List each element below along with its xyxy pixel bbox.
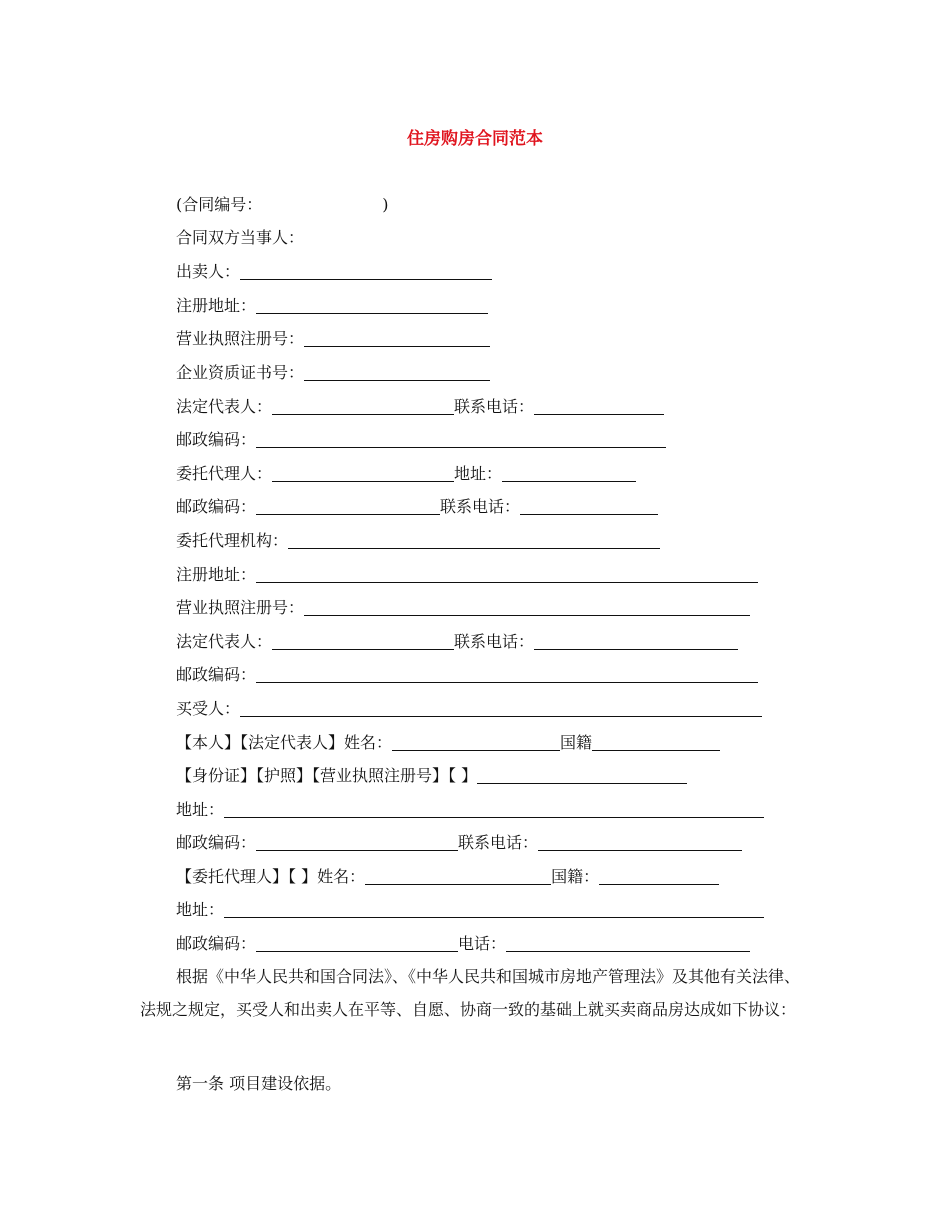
buyer-name-line (176, 731, 720, 755)
agency-postcode-label: 邮政编码： (176, 665, 257, 684)
agency-representative-field[interactable] (272, 634, 454, 650)
buyer-agent-postcode-label: 邮政编码： (176, 934, 257, 953)
buyer-address-field[interactable] (224, 802, 764, 818)
seller-phone-field[interactable] (534, 399, 664, 415)
buyer-nationality-field[interactable] (592, 735, 720, 751)
document-title: 住房购房合同范本 (407, 129, 543, 149)
buyer-label: 买受人： (176, 699, 241, 718)
buyer-phone-label: 联系电话： (458, 833, 539, 852)
agency-address-label: 注册地址： (176, 565, 257, 584)
parties-heading (176, 226, 304, 250)
buyer-address-line (176, 798, 764, 822)
seller-qualification-label: 企业资质证书号： (176, 363, 305, 382)
seller-representative-label: 法定代表人： (176, 397, 273, 416)
seller-address-line (176, 294, 488, 318)
buyer-agent-address-line (176, 898, 764, 922)
seller-agent-postcode-label: 邮政编码： (176, 497, 257, 516)
buyer-address-label: 地址： (176, 800, 225, 819)
seller-agent-address-field[interactable] (502, 466, 636, 482)
seller-license-field[interactable] (304, 331, 490, 347)
agency-license-line (176, 596, 750, 620)
agency-line (176, 529, 660, 553)
seller-agent-phone-field[interactable] (520, 499, 658, 515)
seller-qualification-field[interactable] (304, 365, 490, 381)
seller-phone-label: 联系电话： (454, 397, 535, 416)
seller-qualification-line (176, 361, 490, 385)
agency-phone-label: 联系电话： (454, 632, 535, 651)
agency-phone-field[interactable] (534, 634, 738, 650)
agency-address-line (176, 563, 758, 587)
seller-agent-line (176, 462, 636, 486)
seller-postcode-label: 邮政编码： (176, 430, 257, 449)
buyer-nationality-label: 国籍 (560, 733, 593, 752)
agency-license-label: 营业执照注册号： (176, 598, 305, 617)
buyer-agent-address-label: 地址： (176, 900, 225, 919)
seller-agent-field[interactable] (272, 466, 454, 482)
buyer-id-line (176, 764, 687, 788)
buyer-agent-name-field[interactable] (365, 869, 551, 885)
buyer-id-field[interactable] (477, 768, 687, 784)
buyer-postcode-line (176, 831, 742, 855)
agency-representative-label: 法定代表人： (176, 632, 273, 651)
seller-representative-field[interactable] (272, 399, 454, 415)
seller-license-line (176, 327, 490, 351)
seller-agent-label: 委托代理人： (176, 464, 273, 483)
contract-number-line (176, 193, 389, 217)
buyer-agent-nationality-label: 国籍： (551, 867, 600, 886)
seller-address-label: 注册地址： (176, 296, 257, 315)
article-1: 第一条 项目建设依据。 (176, 1074, 342, 1093)
buyer-name-label: 【本人】【法定代表人】姓名： (176, 733, 393, 752)
agency-license-field[interactable] (304, 600, 750, 616)
seller-line (176, 260, 492, 284)
seller-field[interactable] (240, 264, 492, 280)
buyer-phone-field[interactable] (538, 835, 742, 851)
seller-agent-postcode-line (176, 495, 658, 519)
buyer-agent-postcode-field[interactable] (256, 936, 458, 952)
buyer-postcode-field[interactable] (256, 835, 458, 851)
seller-address-field[interactable] (256, 298, 488, 314)
buyer-agent-address-field[interactable] (224, 902, 764, 918)
buyer-postcode-label: 邮政编码： (176, 833, 257, 852)
seller-agent-address-label: 地址： (454, 464, 503, 483)
agency-postcode-line (176, 663, 758, 687)
buyer-agent-line (176, 865, 719, 889)
agency-field[interactable] (288, 533, 660, 549)
buyer-field[interactable] (240, 701, 762, 717)
buyer-agent-phone-label: 电话： (458, 934, 507, 953)
seller-agent-postcode-field[interactable] (256, 499, 440, 515)
seller-license-label: 营业执照注册号： (176, 329, 305, 348)
buyer-name-field[interactable] (392, 735, 560, 751)
buyer-agent-nationality-field[interactable] (599, 869, 719, 885)
parties-heading-label: 合同双方当事人： (176, 228, 305, 247)
agency-postcode-field[interactable] (256, 667, 758, 683)
agency-address-field[interactable] (256, 567, 758, 583)
buyer-agent-postcode-line (176, 932, 750, 956)
buyer-id-label: 【身份证】【护照】【营业执照注册号】【 】 (176, 766, 478, 785)
seller-agent-phone-label: 联系电话： (440, 497, 521, 516)
seller-postcode-line (176, 428, 666, 452)
buyer-agent-phone-field[interactable] (506, 936, 750, 952)
seller-label: 出卖人： (176, 262, 241, 281)
seller-postcode-field[interactable] (256, 432, 666, 448)
agency-label: 委托代理机构： (176, 531, 289, 550)
agency-representative-line (176, 630, 738, 654)
buyer-line (176, 697, 762, 721)
contract-number-close: ) (382, 195, 389, 214)
buyer-agent-label: 【委托代理人】【 】姓名： (176, 867, 366, 886)
agreement-paragraph: 根据《中华人民共和国合同法》、《中华人民共和国城市房地产管理法》及其他有关法律、法规之规定，买受人和出卖人在平等、自愿、协商一致的基础上就买卖商品房达成如下协议： (140, 967, 801, 1019)
seller-representative-line (176, 395, 664, 419)
contract-number-label: (合同编号： (176, 195, 263, 214)
